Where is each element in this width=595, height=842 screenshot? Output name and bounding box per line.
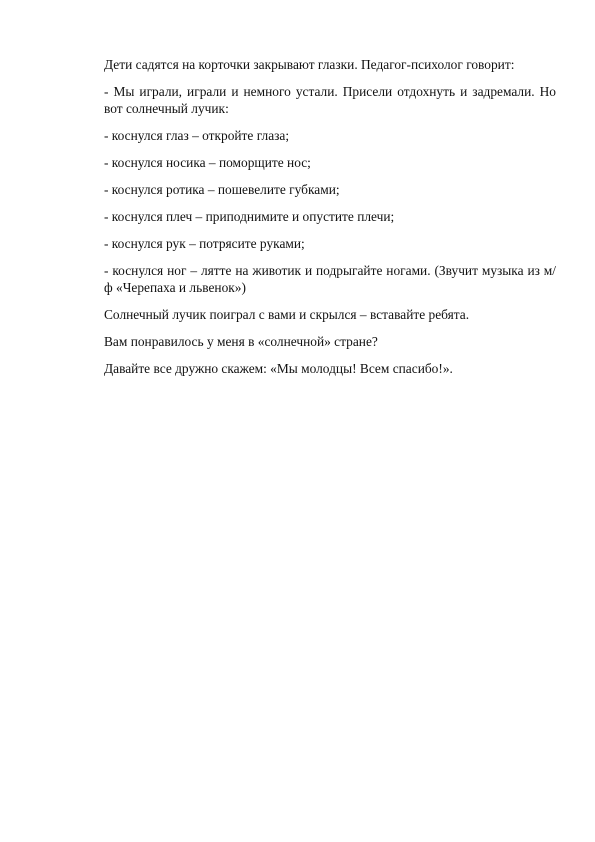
paragraph-hands: - коснулся рук – потрясите руками; xyxy=(104,236,305,251)
paragraph-sunbeam-hides: Солнечный лучик поиграл с вами и скрылся – вставайте ребята. xyxy=(104,307,470,322)
paragraph-shoulders: - коснулся плеч – приподнимите и опустите плечи; xyxy=(104,209,395,224)
paragraph-eyes: - коснулся глаз – откройте глаза; xyxy=(104,128,290,143)
document-body xyxy=(104,56,556,387)
paragraph-legs: - коснулся ног – лятте на животик и подрыгайте ногами. (Звучит музыка из м/ф «Черепаха и львенок») xyxy=(104,263,556,295)
paragraph-rest: - Мы играли, играли и немного устали. Присели отдохнуть и задремали. Но вот солнечный лучик: xyxy=(104,84,556,116)
paragraph-question: Вам понравилось у меня в «солнечной» стране? xyxy=(104,334,378,349)
paragraph-closing: Давайте все дружно скажем: «Мы молодцы! Всем спасибо!». xyxy=(104,361,453,376)
paragraph-nose: - коснулся носика – поморщите нос; xyxy=(104,155,311,170)
paragraph-intro: Дети садятся на корточки закрывают глазки. Педагог-психолог говорит: xyxy=(104,57,515,72)
paragraph-mouth: - коснулся ротика – пошевелите губками; xyxy=(104,182,340,197)
